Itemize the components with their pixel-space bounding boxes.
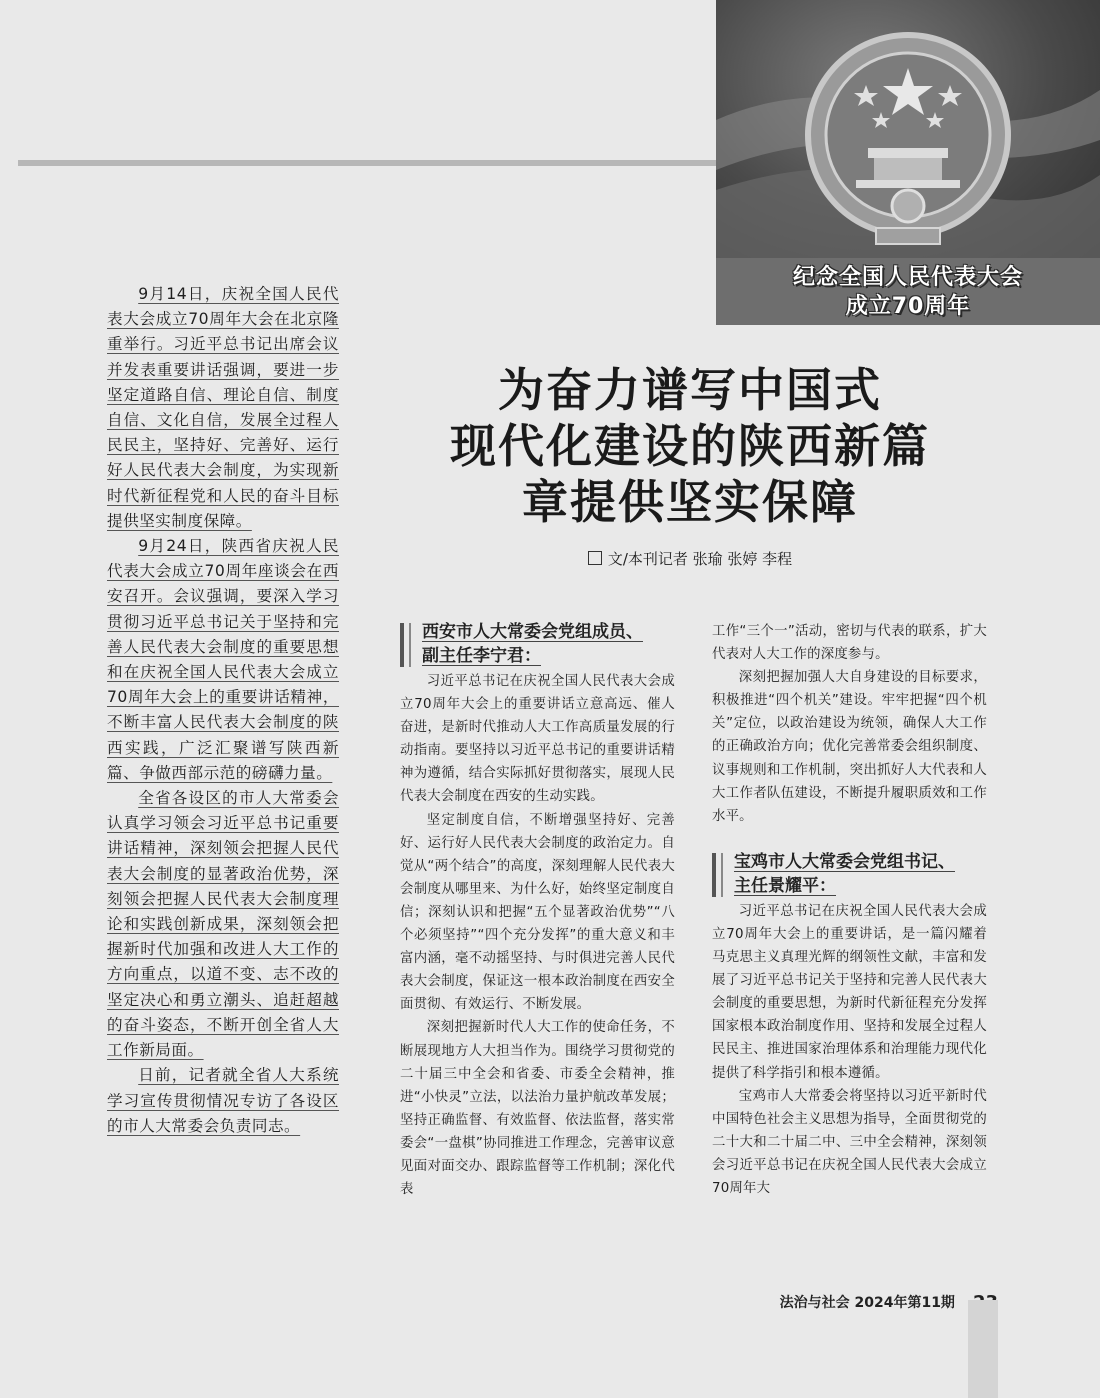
intro-paragraph: 9月14日，庆祝全国人民代表大会成立70周年大会在北京隆重举行。习近平总书记出席会议并发表重要讲话强调，要进一步坚定道路自信、理论自信、制度自信、文化自信，发展全过程人民民主，坚持好、完善好、运行好人民代表大会制度，为实现新时代新征程党和人民的奋斗目标提供坚实制度保障。 xyxy=(107,285,339,530)
body-paragraph: 坚定制度自信，不断增强坚持好、完善好、运行好人民代表大会制度的政治定力。自觉从“两个结合”的高度，深刻理解人民代表大会制度从哪里来、为什么好，始终坚定制度自信；深刻认识和把握“五个显著政治优势”“八个必须坚持”“四个充分发挥”的重大意义和丰富内涵，毫不动摇坚持、与时俱进完善人民代表大会制度，保证这一根本政治制度在西安全面贯彻、有效运行、不断发展。 xyxy=(400,812,675,1013)
page-edge-strip xyxy=(968,1300,998,1398)
body-column-middle xyxy=(400,620,675,1201)
byline xyxy=(400,548,980,569)
heading-line: 副主任李宁君： xyxy=(422,646,541,666)
square-bullet-icon xyxy=(588,551,602,565)
intro-paragraph: 日前，记者就全省人大系统学习宣传贯彻情况专访了各设区的市人大常委会负责同志。 xyxy=(107,1066,339,1135)
section-heading xyxy=(400,620,675,668)
national-emblem-icon xyxy=(716,0,1100,258)
header-rule xyxy=(18,160,718,166)
intro-column xyxy=(107,282,339,1139)
title-line: 现代化建设的陕西新篇 xyxy=(450,419,930,473)
title-line: 章提供坚实保障 xyxy=(522,475,858,529)
intro-paragraph: 9月24日，陕西省庆祝人民代表大会成立70周年座谈会在西安召开。会议强调，要深入学习贯彻习近平总书记关于坚持和完善人民代表大会制度的重要思想和在庆祝全国人民代表大会成立70周年大会上的重要讲话精神，不断丰富人民代表大会制度的陕西实践，广泛汇聚谱写陕西新篇、争做西部示范的磅礴力量。 xyxy=(107,537,339,782)
body-paragraph: 宝鸡市人大常委会将坚持以习近平新时代中国特色社会主义思想为指导，全面贯彻党的二十大和二十届二中、三中全会精神，深刻领会习近平总书记在庆祝全国人民代表大会成立70周年大 xyxy=(712,1088,987,1196)
intro-paragraph: 全省各设区的市人大常委会认真学习领会习近平总书记重要讲话精神，深刻领会把握人民代表大会制度的显著政治优势，深刻领会把握人民代表大会制度理论和实践创新成果，深刻领会把握新时代加强和改进人大工作的方向重点，以道不变、志不改的坚定决心和勇立潮头、追赶超越的奋斗姿态，不断开创全省人大工作新局面。 xyxy=(107,789,339,1060)
page-footer xyxy=(728,1288,998,1316)
banner-caption xyxy=(716,258,1100,325)
magazine-issue: 法治与社会 2024年第11期 xyxy=(779,1295,955,1311)
heading-line: 西安市人大常委会党组成员、 xyxy=(422,622,643,642)
body-paragraph: 习近平总书记在庆祝全国人民代表大会成立70周年大会上的重要讲话立意高远、催人奋进，是新时代推动人大工作高质量发展的行动指南。要坚持以习近平总书记的重要讲话精神为遵循，结合实际抓好贯彻落实，展现人民代表大会制度在西安的生动实践。 xyxy=(400,674,675,805)
banner-caption-line: 纪念全国人民代表大会 xyxy=(792,264,1023,290)
anniversary-banner xyxy=(716,0,1100,325)
body-paragraph: 深刻把握新时代人大工作的使命任务，不断展现地方人大担当作为。围绕学习贯彻党的二十届三中全会和省委、市委全会精神，推进“小快灵”立法，以法治力量护航改革发展；坚持正确监督、有效监督、依法监督，落实常委会“一盘棋”协同推进工作理念，完善审议意见面对面交办、跟踪监督等工作机制；深化代表 xyxy=(400,1020,675,1198)
heading-bar-icon xyxy=(400,623,411,667)
heading-line: 宝鸡市人大常委会党组书记、 xyxy=(734,851,955,872)
article-title xyxy=(400,362,980,530)
byline-text: 文/本刊记者 张瑜 张婷 李程 xyxy=(607,550,793,568)
body-column-right xyxy=(712,620,987,1200)
body-paragraph: 工作“三个一”活动，密切与代表的联系，扩大代表对人大工作的深度参与。 xyxy=(712,624,987,663)
heading-line: 主任景耀平： xyxy=(734,875,836,896)
body-paragraph: 深刻把握加强人大自身建设的目标要求，积极推进“四个机关”建设。牢牢把握“四个机关”定位，以政治建设为统领，确保人大工作的正确政治方向；优化完善常委会组织制度、议事规则和工作机制，突出抓好人大代表和人大工作者队伍建设，不断提升履职质效和工作水平。 xyxy=(712,670,987,824)
section-heading xyxy=(712,850,987,898)
heading-bar-icon xyxy=(712,853,723,897)
body-paragraph: 习近平总书记在庆祝全国人民代表大会成立70周年大会上的重要讲话，是一篇闪耀着马克思主义真理光辉的纲领性文献，丰富和发展了习近平总书记关于坚持和完善人民代表大会制度的重要思想，为新时代新征程充分发挥国家根本政治制度作用、坚持和发展全过程人民民主、推进国家治理体系和治理能力现代化提供了科学指引和根本遵循。 xyxy=(712,903,987,1081)
banner-caption-line: 成立70周年 xyxy=(845,293,971,319)
title-line: 为奋力谱写中国式 xyxy=(498,363,882,417)
